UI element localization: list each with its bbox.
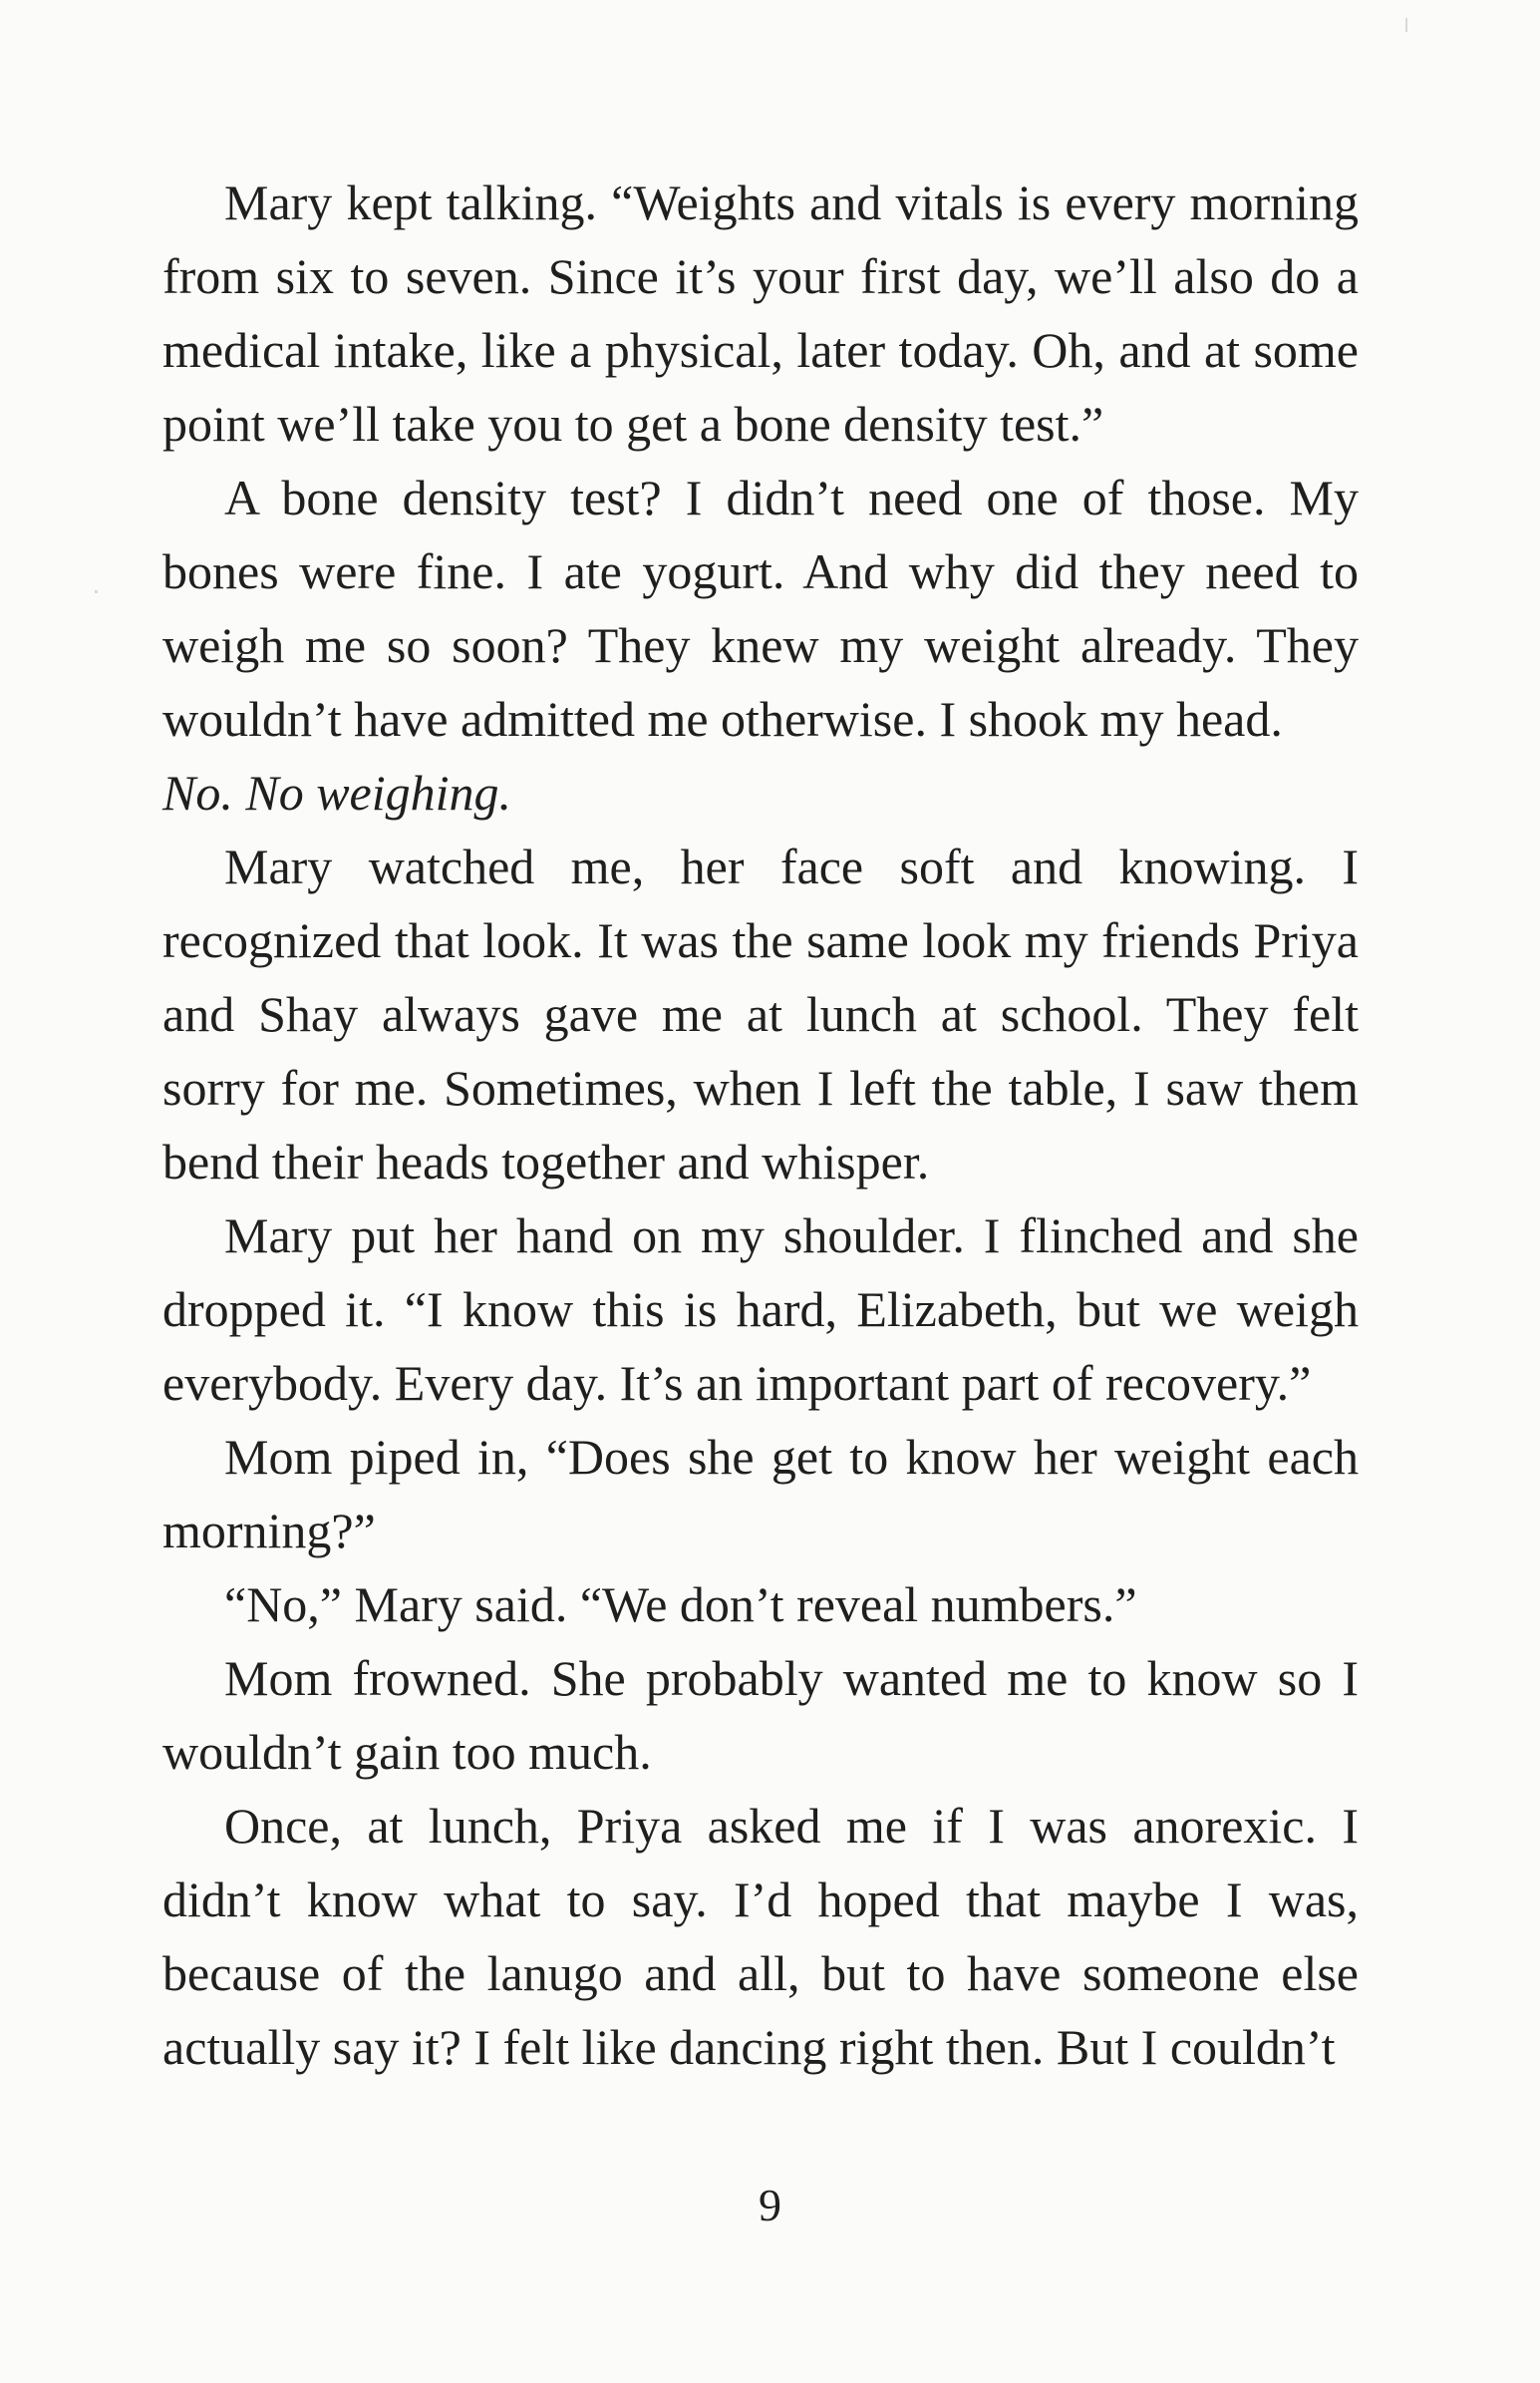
- page-number: 9: [759, 2180, 781, 2230]
- paragraph-6: Mom piped in, “Does she get to know her weight each morning?”: [162, 1429, 1359, 1558]
- paragraph-2: A bone density test? I didn’t need one of those. My bones were fine. I ate yogurt. And why did they need to weigh me so soon? They knew my weight already. They wouldn’t have admitted me otherwise. I shook my head.: [162, 470, 1359, 747]
- paragraph-7: “No,” Mary said. “We don’t reveal numbers.”: [224, 1576, 1137, 1632]
- scan-speck: [1405, 18, 1407, 32]
- paragraph-5: Mary put her hand on my shoulder. I flinched and she dropped it. “I know this is hard, Elizabeth, but we weigh everybody. Every day. It’s an important part of recovery.”: [162, 1207, 1359, 1411]
- paragraph-9: Once, at lunch, Priya asked me if I was anorexic. I didn’t know what to say. I’d hoped that maybe I was, because of the lanugo and all, but to have someone else actually say it? I felt like dancing right then. But I couldn’t: [162, 1798, 1359, 2075]
- paragraph-1: Mary kept talking. “Weights and vitals is every morning from six to seven. Since it’s your first day, we’ll also do a medical intake, like a physical, later today. Oh, and at some point we’ll take you to get a bone density test.”: [162, 174, 1359, 452]
- body-text: [162, 166, 1359, 2084]
- scan-speck: [95, 590, 98, 593]
- paragraph-3-italic: No. No weighing.: [162, 765, 512, 821]
- paragraph-4: Mary watched me, her face soft and knowing. I recognized that look. It was the same look my friends Priya and Shay always gave me at lunch at school. They felt sorry for me. Sometimes, when I left the table, I saw them bend their heads together and whisper.: [162, 839, 1359, 1190]
- paragraph-8: Mom frowned. She probably wanted me to know so I wouldn’t gain too much.: [162, 1650, 1359, 1780]
